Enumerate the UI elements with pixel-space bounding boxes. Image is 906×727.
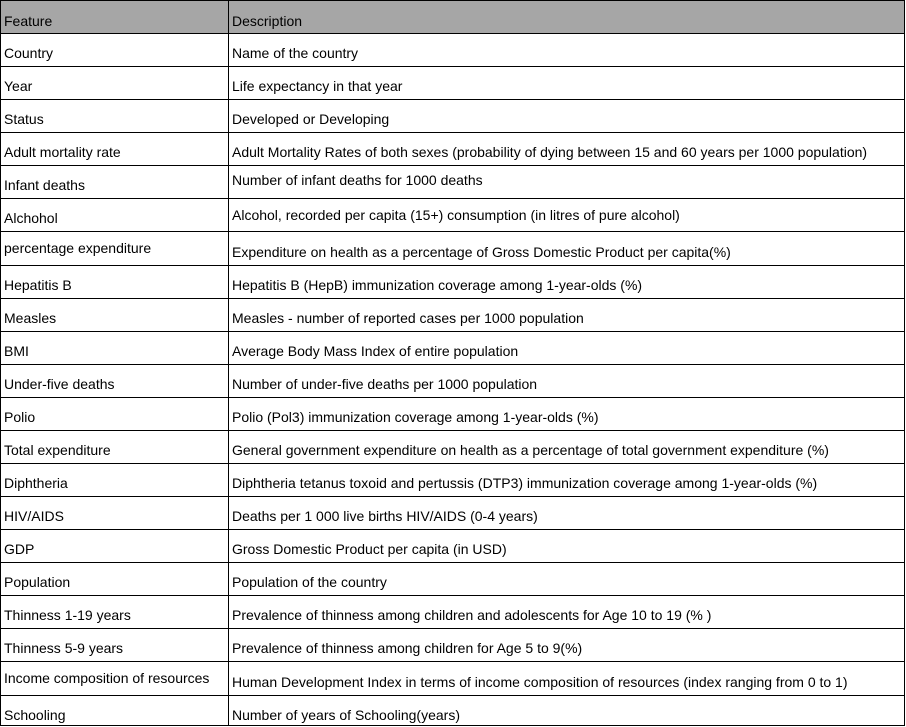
feature-cell[interactable]: Thinness 1-19 years: [1, 596, 229, 628]
header-feature[interactable]: Feature: [1, 1, 229, 33]
table-row: [1, 266, 905, 299]
feature-cell[interactable]: GDP: [1, 530, 229, 562]
feature-cell[interactable]: Thinness 5-9 years: [1, 629, 229, 661]
description-cell[interactable]: Developed or Developing: [229, 100, 905, 132]
feature-cell[interactable]: Population: [1, 563, 229, 595]
description-cell[interactable]: Diphtheria tetanus toxoid and pertussis (DTP3) immunization coverage among 1-year-olds (%): [229, 464, 905, 496]
description-cell[interactable]: Prevalence of thinness among children and adolescents for Age 10 to 19 (% ): [229, 596, 905, 628]
description-cell[interactable]: Alcohol, recorded per capita (15+) consumption (in litres of pure alcohol): [229, 199, 905, 231]
feature-cell[interactable]: Diphtheria: [1, 464, 229, 496]
feature-cell[interactable]: Polio: [1, 398, 229, 430]
table-row: [1, 464, 905, 497]
description-cell[interactable]: Name of the country: [229, 34, 905, 66]
description-cell[interactable]: Expenditure on health as a percentage of Gross Domestic Product per capita(%): [229, 232, 905, 265]
feature-cell[interactable]: Schooling: [1, 696, 229, 725]
table-row: [1, 662, 905, 696]
description-cell[interactable]: Gross Domestic Product per capita (in USD): [229, 530, 905, 562]
feature-cell[interactable]: Country: [1, 34, 229, 66]
table-row: [1, 67, 905, 100]
table-row: [1, 34, 905, 67]
feature-cell[interactable]: BMI: [1, 332, 229, 364]
description-cell[interactable]: Number of years of Schooling(years): [229, 696, 905, 725]
feature-cell[interactable]: Adult mortality rate: [1, 133, 229, 165]
description-cell[interactable]: Human Development Index in terms of income composition of resources (index ranging from 0 to 1): [229, 662, 905, 695]
feature-cell[interactable]: Total expenditure: [1, 431, 229, 463]
table-row: [1, 166, 905, 199]
feature-cell[interactable]: Infant deaths: [1, 166, 229, 198]
table-row: [1, 398, 905, 431]
feature-cell[interactable]: Status: [1, 100, 229, 132]
table-row: [1, 232, 905, 266]
table-row: [1, 696, 905, 726]
description-cell[interactable]: Prevalence of thinness among children for Age 5 to 9(%): [229, 629, 905, 661]
description-cell[interactable]: Hepatitis B (HepB) immunization coverage among 1-year-olds (%): [229, 266, 905, 298]
table-row: [1, 332, 905, 365]
description-cell[interactable]: Number of infant deaths for 1000 deaths: [229, 166, 905, 198]
description-cell[interactable]: General government expenditure on health as a percentage of total government expenditure (%): [229, 431, 905, 463]
description-cell[interactable]: Life expectancy in that year: [229, 67, 905, 99]
feature-cell[interactable]: percentage expenditure: [1, 232, 229, 265]
table-row: [1, 365, 905, 398]
feature-cell[interactable]: Income composition of resources: [1, 662, 229, 695]
table-row: [1, 299, 905, 332]
description-cell[interactable]: Measles - number of reported cases per 1000 population: [229, 299, 905, 331]
description-cell[interactable]: Adult Mortality Rates of both sexes (probability of dying between 15 and 60 years per 1000 population): [229, 133, 905, 165]
feature-cell[interactable]: Alchohol: [1, 199, 229, 231]
description-cell[interactable]: Average Body Mass Index of entire population: [229, 332, 905, 364]
table-row: [1, 100, 905, 133]
feature-cell[interactable]: Under-five deaths: [1, 365, 229, 397]
description-cell[interactable]: Deaths per 1 000 live births HIV/AIDS (0-4 years): [229, 497, 905, 529]
table-row: [1, 596, 905, 629]
description-cell[interactable]: Polio (Pol3) immunization coverage among 1-year-olds (%): [229, 398, 905, 430]
table-row: [1, 530, 905, 563]
feature-cell[interactable]: HIV/AIDS: [1, 497, 229, 529]
feature-cell[interactable]: Measles: [1, 299, 229, 331]
header-description[interactable]: Description: [229, 1, 905, 33]
table-row: [1, 563, 905, 596]
description-cell[interactable]: Number of under-five deaths per 1000 population: [229, 365, 905, 397]
table-row: [1, 133, 905, 166]
table-header-row: [1, 0, 905, 34]
table-row: [1, 629, 905, 662]
feature-cell[interactable]: Year: [1, 67, 229, 99]
table-row: [1, 497, 905, 530]
table-row: [1, 199, 905, 232]
feature-cell[interactable]: Hepatitis B: [1, 266, 229, 298]
description-cell[interactable]: Population of the country: [229, 563, 905, 595]
table-row: [1, 431, 905, 464]
